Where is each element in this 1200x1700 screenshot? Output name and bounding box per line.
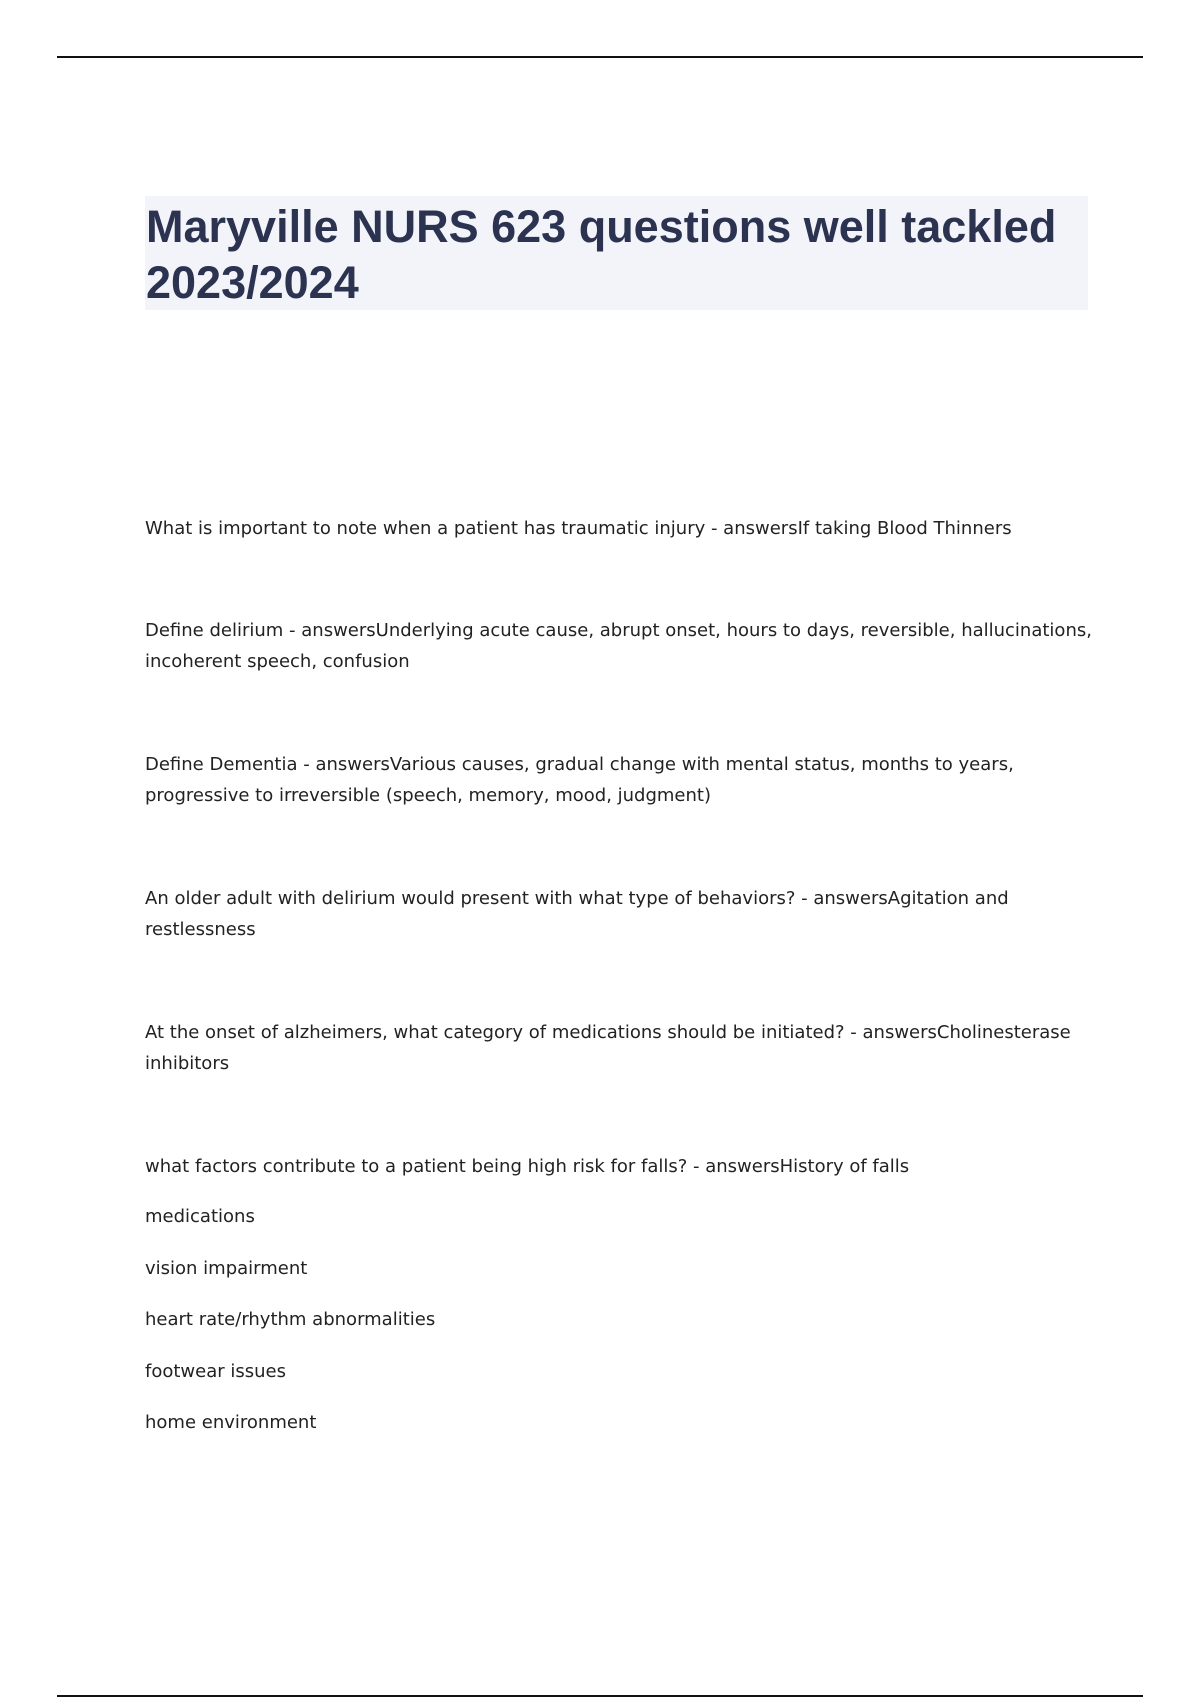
footer-rule: [57, 1695, 1143, 1697]
document-title: Maryville NURS 623 questions well tackled 2023/2024: [146, 201, 1057, 308]
qa-item: An older adult with delirium would present with what type of behaviors? - answersAgitation and restlessness: [145, 888, 1009, 940]
qa-item: what factors contribute to a patient being high risk for falls? - answersHistory of falls: [145, 1156, 910, 1177]
fall-risk-factor: medications: [145, 1206, 255, 1227]
qa-item: Define delirium - answersUnderlying acute cause, abrupt onset, hours to days, reversible, hallucinations, incoherent speech, confusion: [145, 620, 1092, 672]
qa-item: Define Dementia - answersVarious causes, gradual change with mental status, months to years, progressive to irreversible (speech, memory, mood, judgment): [145, 754, 1014, 806]
fall-risk-factor: home environment: [145, 1412, 317, 1433]
fall-risk-factor: footwear issues: [145, 1361, 286, 1382]
qa-item: At the onset of alzheimers, what category of medications should be initiated? - answersCholinesterase inhibitors: [145, 1022, 1071, 1074]
fall-risk-factor: vision impairment: [145, 1258, 308, 1279]
fall-risk-factor: heart rate/rhythm abnormalities: [145, 1309, 436, 1330]
qa-item: What is important to note when a patient has traumatic injury - answersIf taking Blood Thinners: [145, 518, 1012, 539]
header-rule: [57, 56, 1143, 58]
